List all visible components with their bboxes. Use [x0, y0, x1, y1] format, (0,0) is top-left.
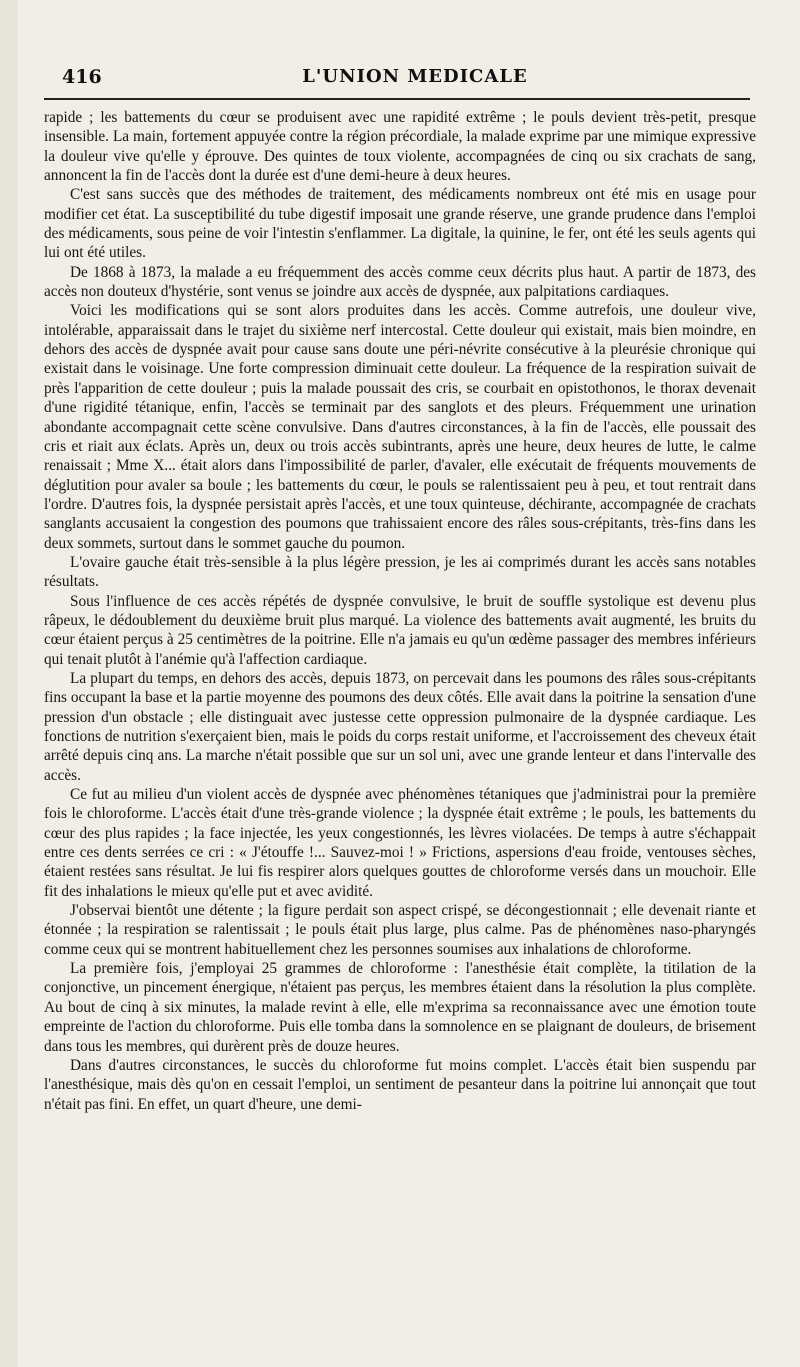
paragraph: La première fois, j'employai 25 grammes de chloroforme : l'anesthésie était complète, la titilation de la conjonctive, un pincement énergique, n'étaient pas perçus, les membres étaient dans la résolution la plus complète. Au bout de cinq à six minutes, la malade revint à elle, elle m'exprima sa reconnaissance avec une émotion toute empreinte de l'action du chloroforme. Puis elle tomba dans la somnolence en se plaignant de douleurs, de brisement dans tous les membres, qui durèrent près de douze heures. — [44, 960, 756, 1055]
running-title: L'UNION MEDICALE — [302, 66, 528, 87]
paragraph: J'observai bientôt une détente ; la figure perdait son aspect crispé, se décongestionnait ; elle devenait riante et étonnée ; la respiration se ralentissait ; le pouls était plus large, plus calme. Pas de phénomènes naso-pharyngés comme ceux qui se montrent habituellement chez les personnes soumises aux inhalations de chloroforme. — [44, 902, 756, 958]
body-text — [44, 108, 756, 1114]
page-header — [62, 66, 768, 96]
paragraph: rapide ; les battements du cœur se produisent avec une rapidité extrême ; le pouls devient très-petit, presque insensible. La main, fortement appuyée contre la région précordiale, la malade exprime par une mimique expressive la douleur vive qu'elle y éprouve. Des quintes de toux violente, accompagnées de cinq ou six crachats de sang, annoncent la fin de l'accès dont la durée est d'une demi-heure à deux heures. — [44, 109, 756, 185]
paragraph: La plupart du temps, en dehors des accès, depuis 1873, on percevait dans les poumons des râles sous-crépitants fins occupant la base et la partie moyenne des poumons des deux côtés. Elle avait dans la poitrine la sensation d'une pression d'un obstacle ; elle distinguait avec justesse cette oppression pulmonaire de la dyspnée cardiaque. Les fonctions de nutrition s'exerçaient bien, mais le poids du corps restait uniforme, et l'accroissement des cheveux était arrêté depuis cinq ans. La marche n'était possible que sur un sol uni, avec une grande lenteur et dans l'intervalle des accès. — [44, 669, 756, 784]
paragraph: C'est sans succès que des méthodes de traitement, des médicaments nombreux ont été mis en usage pour modifier cet état. La susceptibilité du tube digestif imposait une grande réserve, une grande prudence dans l'emploi des médicaments, sous peine de voir l'intestin s'enflammer. La digitale, la quinine, le fer, ont été les seuls agents qui lui ont été utiles. — [44, 186, 756, 262]
paragraph: Ce fut au milieu d'un violent accès de dyspnée avec phénomènes tétaniques que j'administrai pour la première fois le chloroforme. L'accès était d'une très-grande violence ; la dyspnée était extrême ; le pouls, les battements du cœur des plus rapides ; la face injectée, les yeux congestionnés, les lèvres violacées. De temps à autre s'échappait entre ces dents serrées ce cri : « J'étouffe !... Sauvez-moi ! » Frictions, aspersions d'eau froide, ventouses sèches, étaient restées sans résultat. Je lui fis respirer alors quelques gouttes de chloroforme versés dans un mouchoir. Elle fit des inhalations le mieux qu'elle put et avec avidité. — [44, 786, 756, 900]
paragraph: De 1868 à 1873, la malade a eu fréquemment des accès comme ceux décrits plus haut. A partir de 1873, des accès non douteux d'hystérie, sont venus se joindre aux accès de dyspnée, aux palpitations cardiaques. — [44, 263, 756, 301]
header-rule — [44, 98, 750, 100]
paragraph: L'ovaire gauche était très-sensible à la plus légère pression, je les ai comprimés durant les accès sans notables résultats. — [44, 553, 756, 591]
paragraph: Sous l'influence de ces accès répétés de dyspnée convulsive, le bruit de souffle systolique est devenu plus râpeux, le dédoublement du deuxième bruit plus marqué. La violence des battements avait augmenté, les bruits du cœur étaient perçus à 25 centimètres de la poitrine. Elle n'a jamais eu qu'un œdème passager des membres inférieurs qui tenait plutôt à l'anémie qu'à l'affection cardiaque. — [44, 592, 756, 668]
page-number: 416 — [62, 66, 102, 88]
paragraph: Dans d'autres circonstances, le succès du chloroforme fut moins complet. L'accès était bien suspendu par l'anesthésique, mais dès qu'on en cessait l'emploi, un sentiment de pesanteur dans la poitrine lui annonçait que tout n'était pas fini. En effet, un quart d'heure, une demi- — [44, 1056, 756, 1113]
paragraph: Voici les modifications qui se sont alors produites dans les accès. Comme autrefois, une douleur vive, intolérable, apparaissait dans le trajet du sixième nerf intercostal. Cette douleur qui existait, mais bien moindre, en dehors des accès de dyspnée avait pour cause sans doute une péri-névrite consécutive à la pleurésie chronique qui existait dans le voisinage. Une forte compression diminuait cette douleur. La fréquence de la respiration suivait de près l'apparition de cette douleur ; puis la malade poussait des cris, se courbait en opistothonos, le thorax devenait d'une rigidité tétanique, enfin, l'accès se terminait par des sanglots et des pleurs. Fréquemment une urination abondante accompagnait cette scène convulsive. Dans d'autres circonstances, à la fin de l'accès, elle poussait des cris et riait aux éclats. Après un, deux ou trois accès subintrants, après une heure, deux heures de lutte, le calme renaissait ; Mme X... était alors dans l'impossibilité de parler, d'avaler, elle exécutait de fréquents mouvements de déglutition pour avaler sa boule ; les battements du cœur, le pouls se ralentissaient peu à peu, et tout rentrait dans l'ordre. D'autres fois, la dyspnée persistait après l'accès, et une toux quinteuse, déchirante, accompagnée de crachats sanglants accusaient la congestion des poumons que trahissaient encore des râles sous-crépitants, très-fins dans les deux sommets, surtout dans le sommet gauche du poumon. — [44, 302, 756, 552]
